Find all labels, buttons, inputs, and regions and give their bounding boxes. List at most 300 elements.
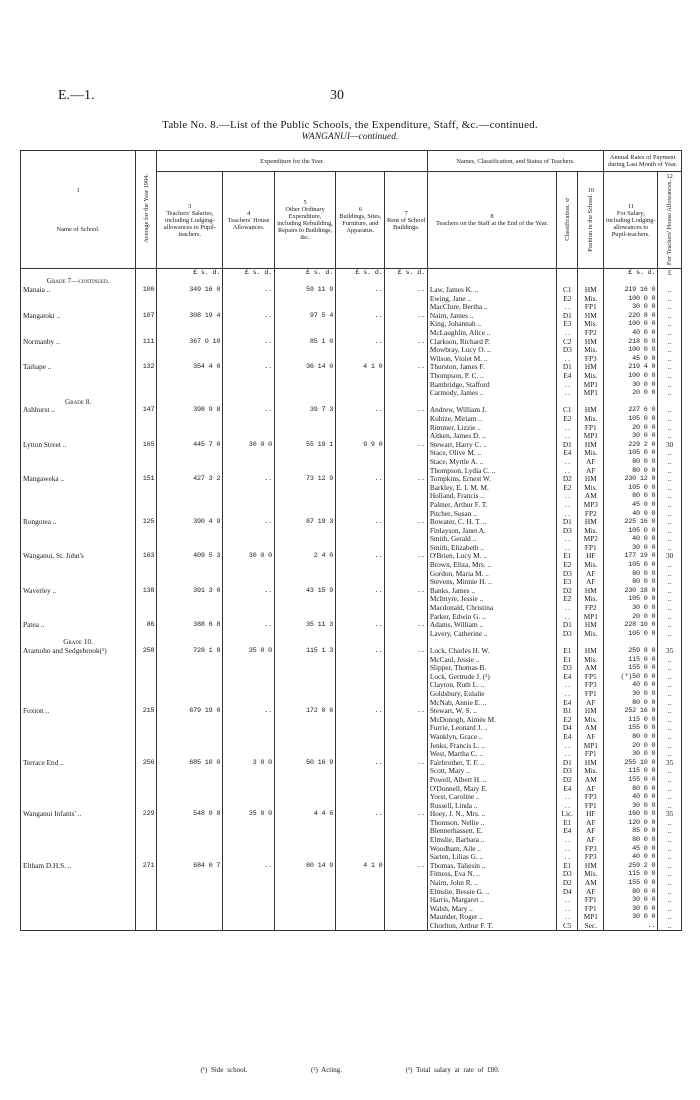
- average-cell: [136, 699, 157, 708]
- rent-cell: ..: [385, 286, 427, 295]
- house-rate-cell: ..: [658, 888, 682, 897]
- buildings-cell: ..: [336, 759, 385, 768]
- average-cell: [136, 638, 157, 647]
- house-rate-cell: ..: [658, 432, 682, 441]
- salaries-cell: 388 6 8: [157, 621, 223, 630]
- rent-cell: [385, 381, 427, 390]
- position-cell: [578, 638, 604, 647]
- salary-rate-cell: 40 0 0: [604, 681, 658, 690]
- teacher-name-cell: Wanklyn, Grace ..: [427, 733, 556, 742]
- buildings-cell: [336, 458, 385, 467]
- classification-cell: . .: [557, 681, 578, 690]
- average-cell: 165: [136, 441, 157, 450]
- position-cell: Mis.: [578, 415, 604, 424]
- other-expenditure-cell: [274, 372, 335, 381]
- position-cell: Mis.: [578, 656, 604, 665]
- table-row: [21, 690, 682, 699]
- average-cell: [136, 870, 157, 879]
- buildings-cell: [336, 913, 385, 922]
- classification-cell: E4: [557, 699, 578, 708]
- salary-rate-cell: 252 16 0: [604, 707, 658, 716]
- col-salaries-header: [157, 172, 223, 269]
- classification-cell: D1: [557, 363, 578, 372]
- salaries-cell: [157, 853, 223, 862]
- other-expenditure-cell: 35 11 3: [274, 621, 335, 630]
- table-row: [21, 372, 682, 381]
- rent-cell: £ s. d.: [385, 269, 427, 278]
- classification-cell: . .: [557, 355, 578, 364]
- salary-rate-cell: 20 0 0: [604, 389, 658, 398]
- table-row: [21, 785, 682, 794]
- salaries-cell: [157, 913, 223, 922]
- school-name-cell: [21, 303, 136, 312]
- position-cell: FP1: [578, 905, 604, 914]
- other-expenditure-cell: 115 1 3: [274, 647, 335, 656]
- table-row: [21, 501, 682, 510]
- rent-cell: [385, 819, 427, 828]
- salary-rate-cell: 45 0 0: [604, 845, 658, 854]
- salary-rate-cell: 80 0 0: [604, 699, 658, 708]
- table-row: [21, 320, 682, 329]
- salary-rate-cell: 80 0 0: [604, 467, 658, 476]
- school-name-cell: [21, 699, 136, 708]
- classification-cell: . .: [557, 896, 578, 905]
- average-cell: 125: [136, 518, 157, 527]
- salaries-cell: [157, 415, 223, 424]
- salaries-cell: [157, 845, 223, 854]
- house-rate-cell: ..: [658, 320, 682, 329]
- position-cell: MP1: [578, 389, 604, 398]
- buildings-cell: [336, 595, 385, 604]
- rent-cell: [385, 827, 427, 836]
- position-cell: HM: [578, 441, 604, 450]
- house-rate-cell: ..: [658, 389, 682, 398]
- buildings-cell: [336, 724, 385, 733]
- salaries-cell: [157, 870, 223, 879]
- teacher-name-cell: McDonogh, Aimée M.: [427, 716, 556, 725]
- table-row: [21, 604, 682, 613]
- position-cell: HM: [578, 312, 604, 321]
- buildings-cell: ..: [336, 338, 385, 347]
- classification-cell: . .: [557, 836, 578, 845]
- other-expenditure-cell: [274, 905, 335, 914]
- school-name-cell: [21, 381, 136, 390]
- classification-cell: D2: [557, 879, 578, 888]
- buildings-cell: [336, 381, 385, 390]
- classification-cell: E1: [557, 647, 578, 656]
- school-name-cell: [21, 544, 136, 553]
- classification-cell: . .: [557, 381, 578, 390]
- salary-rate-cell: 220 8 0: [604, 312, 658, 321]
- buildings-cell: [336, 604, 385, 613]
- salary-rate-cell: 20 0 0: [604, 742, 658, 751]
- rent-cell: [385, 578, 427, 587]
- average-cell: [136, 827, 157, 836]
- rent-cell: ..: [385, 759, 427, 768]
- col-position-header: [578, 172, 604, 269]
- rent-cell: [385, 303, 427, 312]
- position-cell: AF: [578, 578, 604, 587]
- rent-cell: [385, 449, 427, 458]
- salary-rate-cell: 177 19 0: [604, 552, 658, 561]
- house-allowance-cell: [223, 767, 275, 776]
- col-label: Classification.: [563, 204, 571, 241]
- classification-cell: E2: [557, 415, 578, 424]
- table-row: [21, 312, 682, 321]
- buildings-cell: [336, 501, 385, 510]
- rent-cell: [385, 922, 427, 931]
- salaries-cell: [157, 355, 223, 364]
- salaries-cell: [157, 295, 223, 304]
- salary-rate-cell: 105 0 0: [604, 561, 658, 570]
- salaries-cell: [157, 604, 223, 613]
- house-allowance-cell: [223, 501, 275, 510]
- salaries-cell: [157, 656, 223, 665]
- house-rate-cell: £: [658, 269, 682, 278]
- position-cell: HF: [578, 552, 604, 561]
- page-code: E.—1.: [58, 88, 95, 103]
- house-allowance-cell: [223, 295, 275, 304]
- house-rate-cell: ..: [658, 767, 682, 776]
- average-cell: 271: [136, 862, 157, 871]
- school-name-cell: [21, 733, 136, 742]
- position-cell: AF: [578, 467, 604, 476]
- house-allowance-cell: [223, 922, 275, 931]
- salaries-cell: 409 5 3: [157, 552, 223, 561]
- school-name-cell: Wanganui Infants' ..: [21, 810, 136, 819]
- house-rate-cell: ..: [658, 699, 682, 708]
- salary-rate-cell: 30 0 0: [604, 432, 658, 441]
- table-row: [21, 441, 682, 450]
- salaries-cell: 679 19 0: [157, 707, 223, 716]
- teacher-name-cell: Lock, Gertrude J. (²): [427, 673, 556, 682]
- table-row: [21, 277, 682, 286]
- buildings-cell: ..: [336, 312, 385, 321]
- house-allowance-cell: [223, 415, 275, 424]
- rent-cell: [385, 802, 427, 811]
- house-rate-cell: ..: [658, 742, 682, 751]
- other-expenditure-cell: [274, 604, 335, 613]
- salaries-cell: 445 7 0: [157, 441, 223, 450]
- salary-rate-cell: 30 0 0: [604, 690, 658, 699]
- salaries-cell: 398 9 8: [157, 406, 223, 415]
- house-allowance-cell: [223, 638, 275, 647]
- house-allowance-cell: [223, 561, 275, 570]
- other-expenditure-cell: [274, 827, 335, 836]
- other-expenditure-cell: [274, 415, 335, 424]
- house-allowance-cell: [223, 888, 275, 897]
- buildings-cell: [336, 819, 385, 828]
- other-expenditure-cell: [274, 595, 335, 604]
- salaries-cell: [157, 613, 223, 622]
- house-allowance-cell: ..: [223, 587, 275, 596]
- table-row: [21, 853, 682, 862]
- rent-cell: [385, 750, 427, 759]
- school-name-cell: [21, 716, 136, 725]
- position-cell: Mis.: [578, 595, 604, 604]
- teacher-name-cell: Thompson, P. C. ..: [427, 372, 556, 381]
- school-name-cell: Foxton ..: [21, 707, 136, 716]
- table-body: [21, 269, 682, 931]
- position-cell: Mis.: [578, 561, 604, 570]
- house-rate-cell: ..: [658, 673, 682, 682]
- position-cell: Mis.: [578, 484, 604, 493]
- salary-rate-cell: 80 0 0: [604, 888, 658, 897]
- rent-cell: ..: [385, 647, 427, 656]
- position-cell: FP3: [578, 853, 604, 862]
- buildings-cell: [336, 733, 385, 742]
- school-name-cell: Mangatoki ..: [21, 312, 136, 321]
- other-expenditure-cell: [274, 492, 335, 501]
- house-rate-cell: ..: [658, 896, 682, 905]
- house-rate-cell: ..: [658, 501, 682, 510]
- buildings-cell: [336, 355, 385, 364]
- table-row: [21, 510, 682, 519]
- page-number: 30: [330, 88, 344, 103]
- school-name-cell: [21, 320, 136, 329]
- average-cell: [136, 742, 157, 751]
- salary-rate-cell: 30 0 0: [604, 544, 658, 553]
- salary-rate-cell: [604, 398, 658, 407]
- rent-cell: [385, 432, 427, 441]
- salaries-cell: [157, 535, 223, 544]
- position-cell: MP3: [578, 501, 604, 510]
- house-allowance-cell: [223, 329, 275, 338]
- buildings-cell: [336, 742, 385, 751]
- rent-cell: ..: [385, 475, 427, 484]
- table-row: [21, 484, 682, 493]
- other-expenditure-cell: [274, 355, 335, 364]
- salary-rate-cell: 155 0 0: [604, 776, 658, 785]
- other-expenditure-cell: [274, 320, 335, 329]
- buildings-cell: [336, 303, 385, 312]
- col-label: Teachers' House Allowances.: [227, 216, 270, 231]
- buildings-cell: 9 9 0: [336, 441, 385, 450]
- classification-cell: . .: [557, 467, 578, 476]
- school-name-cell: Waverley ..: [21, 587, 136, 596]
- teacher-name-cell: O'Donnell, Mary E.: [427, 785, 556, 794]
- average-cell: [136, 544, 157, 553]
- house-rate-cell: ..: [658, 793, 682, 802]
- house-allowance-cell: [223, 492, 275, 501]
- position-cell: AF: [578, 699, 604, 708]
- house-rate-cell: ..: [658, 853, 682, 862]
- col-label: Buildings, Sites, Furniture, and Apparatus.: [339, 213, 382, 235]
- rent-cell: ..: [385, 621, 427, 630]
- average-cell: [136, 630, 157, 639]
- other-expenditure-cell: 39 7 3: [274, 406, 335, 415]
- other-expenditure-cell: [274, 742, 335, 751]
- classification-cell: E4: [557, 673, 578, 682]
- school-name-cell: [21, 836, 136, 845]
- other-expenditure-cell: [274, 836, 335, 845]
- salary-rate-cell: (³)50 0 0: [604, 673, 658, 682]
- house-rate-cell: ..: [658, 406, 682, 415]
- house-allowance-cell: 35 0 0: [223, 810, 275, 819]
- house-allowance-cell: [223, 673, 275, 682]
- buildings-cell: [336, 716, 385, 725]
- house-rate-cell: ..: [658, 656, 682, 665]
- average-cell: [136, 913, 157, 922]
- other-expenditure-cell: [274, 793, 335, 802]
- table-row: [21, 716, 682, 725]
- teacher-name-cell: Parker, Edwin G. ..: [427, 613, 556, 622]
- school-name-cell: [21, 845, 136, 854]
- table-row: [21, 896, 682, 905]
- salaries-cell: [157, 819, 223, 828]
- average-cell: [136, 303, 157, 312]
- table-row: [21, 286, 682, 295]
- school-name-cell: [21, 578, 136, 587]
- salary-rate-cell: ..: [604, 922, 658, 931]
- buildings-cell: [336, 630, 385, 639]
- teacher-name-cell: Mowbray, Lucy O. ..: [427, 346, 556, 355]
- teacher-name-cell: Nairn, John R. ..: [427, 879, 556, 888]
- salaries-cell: £ s. d.: [157, 269, 223, 278]
- table-row: [21, 346, 682, 355]
- table-row: [21, 707, 682, 716]
- salary-rate-cell: 105 0 0: [604, 415, 658, 424]
- buildings-cell: [336, 896, 385, 905]
- school-name-cell: [21, 329, 136, 338]
- house-rate-cell: ..: [658, 913, 682, 922]
- average-cell: [136, 604, 157, 613]
- classification-cell: E3: [557, 578, 578, 587]
- buildings-cell: ..: [336, 810, 385, 819]
- house-rate-cell: ..: [658, 303, 682, 312]
- teacher-name-cell: Carmody, James ..: [427, 389, 556, 398]
- position-cell: HM: [578, 707, 604, 716]
- rent-cell: [385, 527, 427, 536]
- other-expenditure-cell: [274, 673, 335, 682]
- salaries-cell: [157, 716, 223, 725]
- salaries-cell: [157, 458, 223, 467]
- salary-rate-cell: 105 0 0: [604, 527, 658, 536]
- buildings-cell: ..: [336, 647, 385, 656]
- average-cell: [136, 320, 157, 329]
- average-cell: 229: [136, 810, 157, 819]
- position-cell: FP3: [578, 355, 604, 364]
- house-allowance-cell: [223, 870, 275, 879]
- classification-cell: . .: [557, 802, 578, 811]
- position-cell: FP1: [578, 690, 604, 699]
- house-rate-cell: ..: [658, 922, 682, 931]
- salaries-cell: [157, 424, 223, 433]
- house-allowance-cell: ..: [223, 707, 275, 716]
- average-cell: [136, 510, 157, 519]
- table-row: [21, 845, 682, 854]
- salaries-cell: [157, 922, 223, 931]
- teacher-name-cell: Thompson, Lydia C. ..: [427, 467, 556, 476]
- col-classification-header: [557, 172, 578, 269]
- position-cell: AF: [578, 570, 604, 579]
- table-row: [21, 475, 682, 484]
- house-rate-cell: ..: [658, 286, 682, 295]
- table-row: [21, 862, 682, 871]
- buildings-cell: [336, 544, 385, 553]
- average-cell: [136, 295, 157, 304]
- teacher-name-cell: Pitcher, Susan ..: [427, 510, 556, 519]
- buildings-cell: ..: [336, 621, 385, 630]
- position-cell: HM: [578, 862, 604, 871]
- other-expenditure-cell: [274, 819, 335, 828]
- other-expenditure-cell: [274, 449, 335, 458]
- house-allowance-cell: [223, 535, 275, 544]
- table-row: [21, 870, 682, 879]
- house-allowance-cell: [223, 853, 275, 862]
- col-number: 7: [404, 209, 408, 217]
- school-name-cell: [21, 724, 136, 733]
- position-cell: MP1: [578, 432, 604, 441]
- school-name-cell: [21, 570, 136, 579]
- other-expenditure-cell: [274, 870, 335, 879]
- salaries-cell: [157, 595, 223, 604]
- position-cell: [578, 277, 604, 286]
- school-name-cell: [21, 458, 136, 467]
- house-allowance-cell: [223, 303, 275, 312]
- house-rate-cell: ..: [658, 518, 682, 527]
- buildings-cell: [336, 681, 385, 690]
- house-allowance-cell: [223, 896, 275, 905]
- salary-rate-cell: 80 0 0: [604, 836, 658, 845]
- buildings-cell: [336, 510, 385, 519]
- buildings-cell: [336, 845, 385, 854]
- salary-rate-cell: [604, 277, 658, 286]
- position-cell: FP2: [578, 510, 604, 519]
- average-cell: [136, 277, 157, 286]
- position-cell: [578, 269, 604, 278]
- buildings-cell: [336, 776, 385, 785]
- school-name-cell: [21, 630, 136, 639]
- other-expenditure-cell: [274, 295, 335, 304]
- salaries-cell: [157, 320, 223, 329]
- house-allowance-cell: [223, 776, 275, 785]
- school-name-cell: [21, 656, 136, 665]
- teacher-name-cell: Bowater, C. H. T. ..: [427, 518, 556, 527]
- table-row: [21, 355, 682, 364]
- rent-cell: [385, 424, 427, 433]
- house-allowance-cell: [223, 578, 275, 587]
- salaries-cell: 728 1 8: [157, 647, 223, 656]
- classification-cell: D4: [557, 724, 578, 733]
- house-rate-cell: ..: [658, 544, 682, 553]
- teacher-name-cell: McCaul, Jessie ..: [427, 656, 556, 665]
- position-cell: AF: [578, 888, 604, 897]
- teacher-name-cell: Yorst, Caroline ..: [427, 793, 556, 802]
- house-rate-cell: ..: [658, 845, 682, 854]
- salaries-cell: [157, 381, 223, 390]
- average-cell: 107: [136, 312, 157, 321]
- position-cell: AM: [578, 879, 604, 888]
- teacher-name-cell: Bambridge, Stafford: [427, 381, 556, 390]
- table-header: [21, 151, 682, 269]
- salary-rate-cell: [604, 638, 658, 647]
- other-expenditure-cell: 43 15 9: [274, 587, 335, 596]
- house-allowance-cell: [223, 320, 275, 329]
- other-expenditure-cell: [274, 879, 335, 888]
- salary-rate-cell: 259 2 0: [604, 862, 658, 871]
- buildings-cell: ..: [336, 406, 385, 415]
- teacher-name-cell: Brown, Eliza, Mrs. ..: [427, 561, 556, 570]
- teacher-name-cell: [427, 638, 556, 647]
- house-allowance-cell: [223, 802, 275, 811]
- salaries-cell: [157, 733, 223, 742]
- average-cell: 86: [136, 621, 157, 630]
- buildings-cell: [336, 888, 385, 897]
- other-expenditure-cell: 97 5 4: [274, 312, 335, 321]
- teacher-name-cell: Ewing, Jane ..: [427, 295, 556, 304]
- average-cell: [136, 767, 157, 776]
